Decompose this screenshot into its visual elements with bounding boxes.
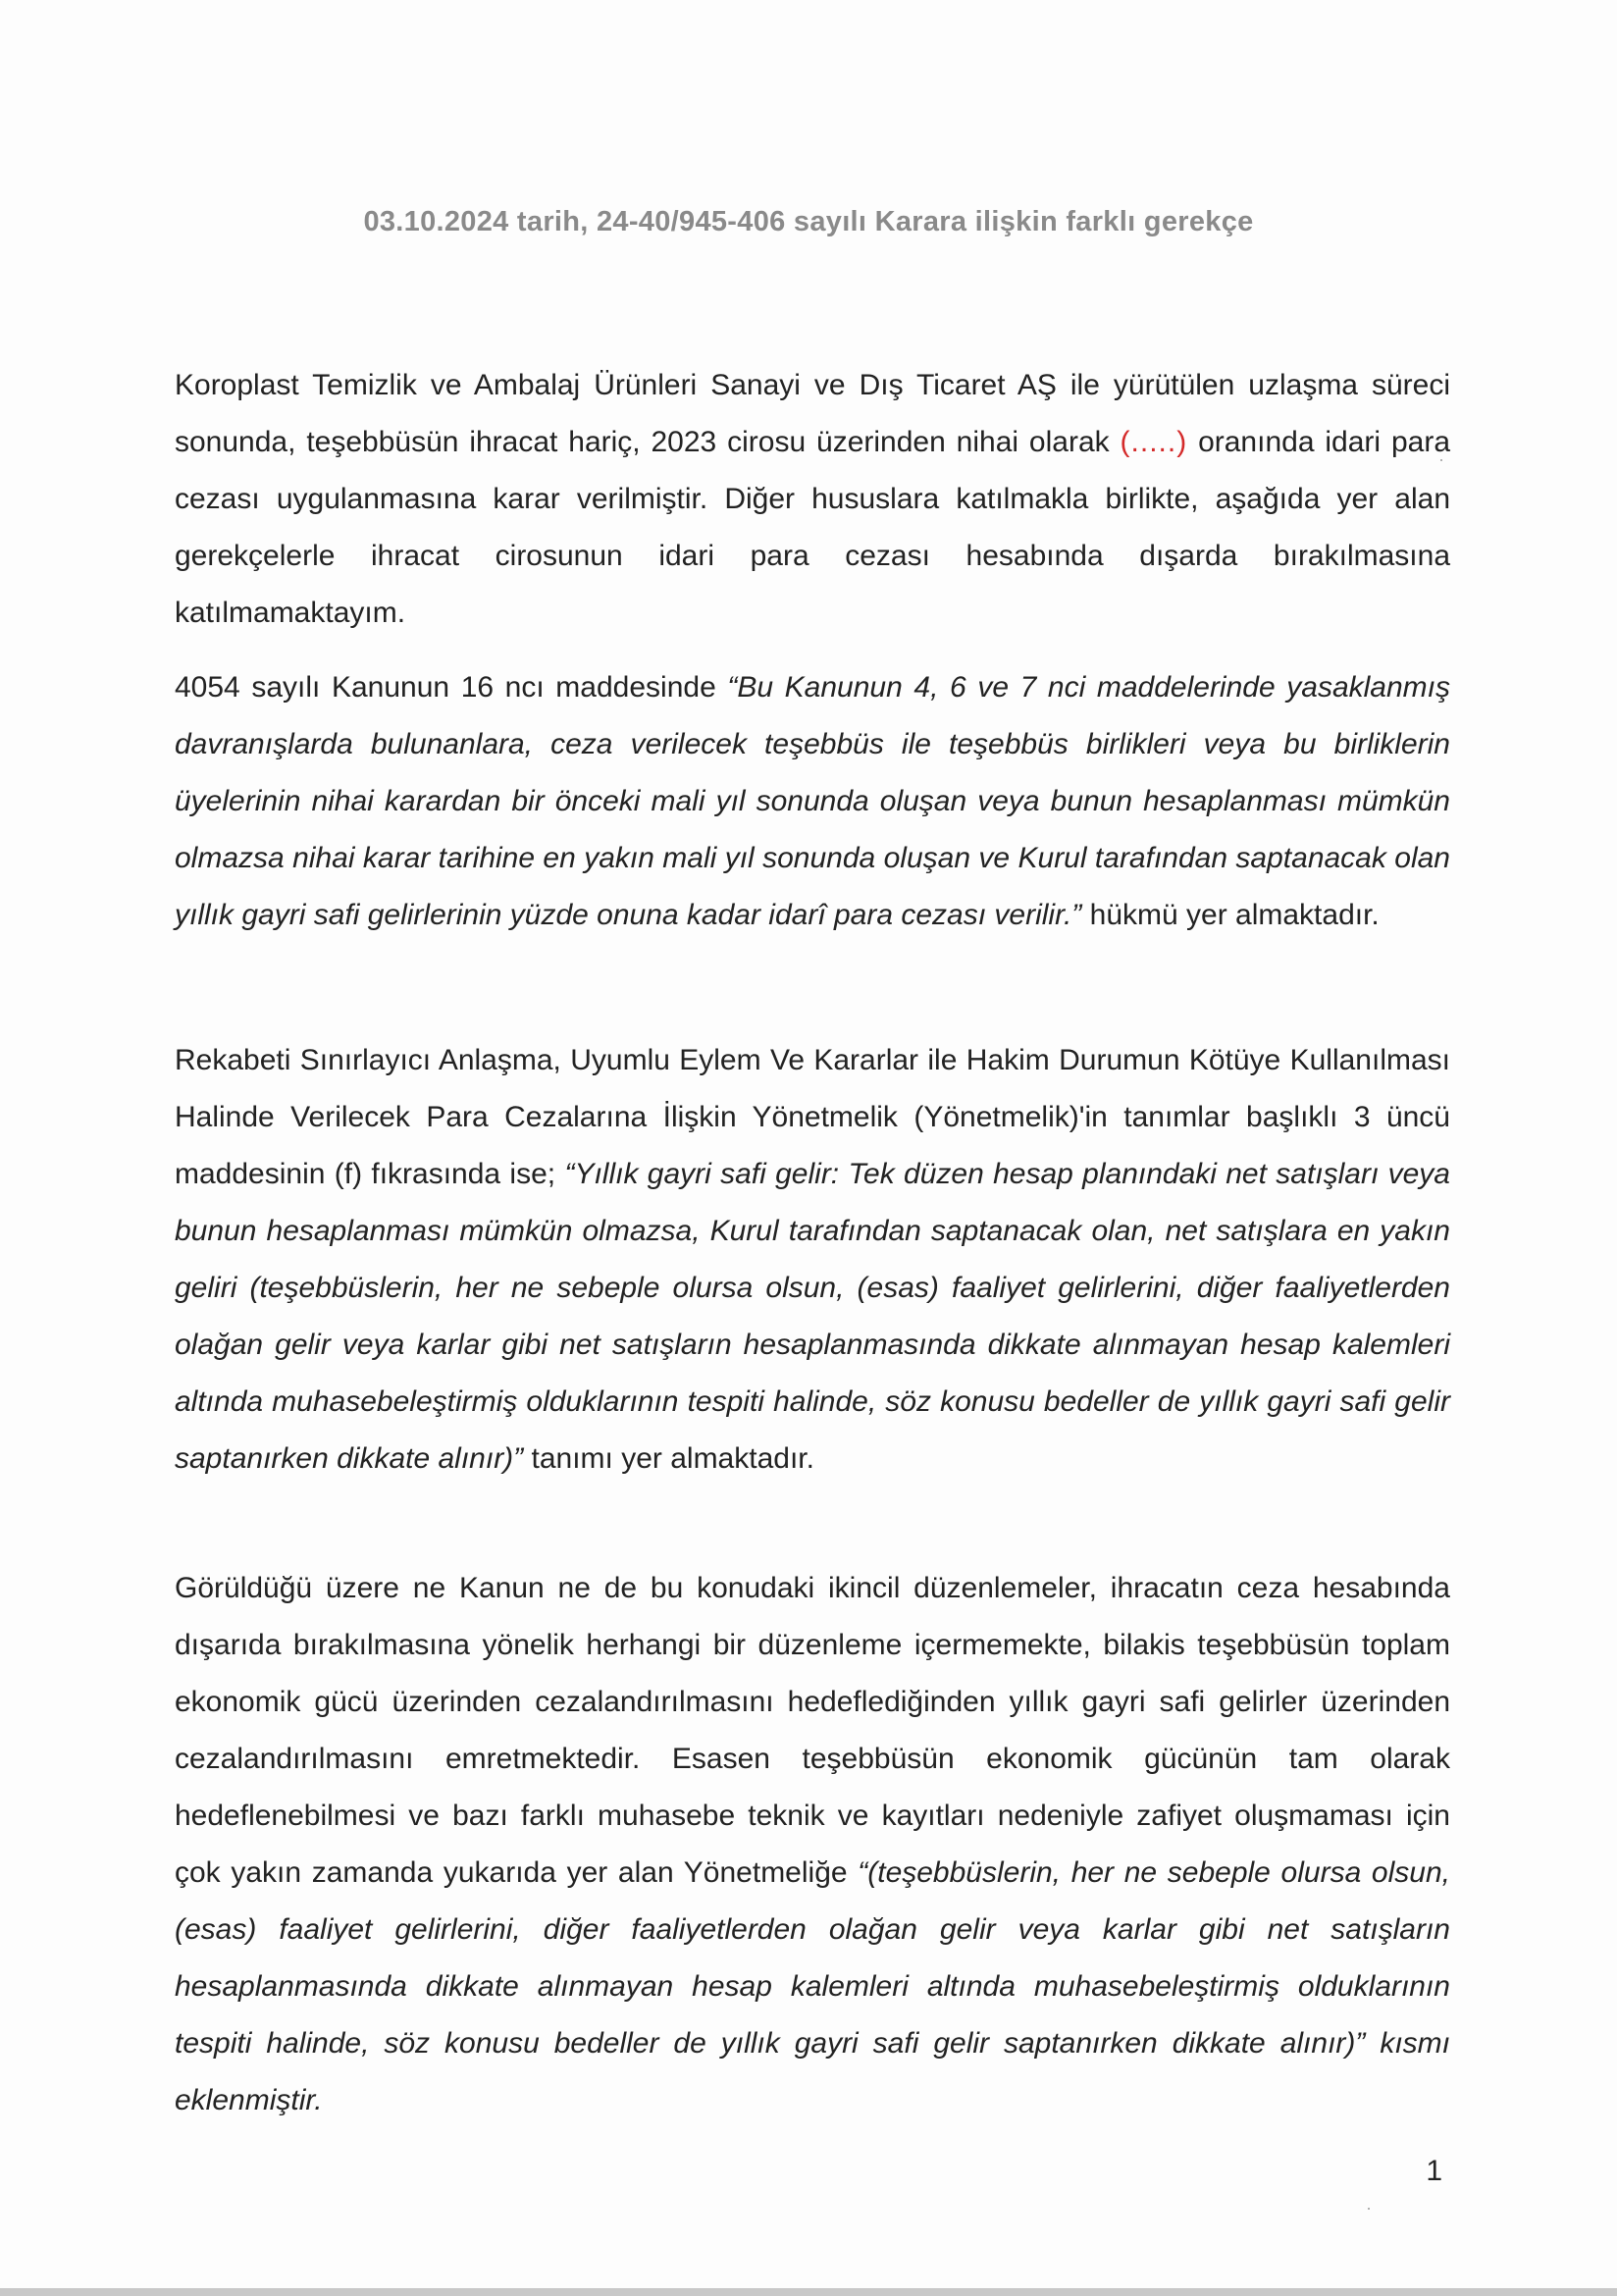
- paragraph-3-text-start: Rekabeti Sınırlayıcı Anlaşma, Uyumlu Eylem Ve Kararlar ile Hakim Durumun Kötüye Kullanılması Halinde Verilecek Para Cezalarına İlişkin Yönetmelik (Yönetmelik)'in tanımlar başlıklı 3 üncü maddesinin (f) fıkrasında ise;: [175, 1044, 1450, 1190]
- scan-bottom-edge: [0, 2288, 1617, 2296]
- paragraph-4: [175, 1560, 1450, 2129]
- redacted-rate: (.....): [1120, 426, 1188, 458]
- law-article-quote: “Bu Kanunun 4, 6 ve 7 nci maddelerinde yasaklanmış davranışlarda bulunanlara, ceza verilecek teşebbüs ile teşebbüs birlikleri veya bu birliklerin üyelerinin nihai karardan bir önceki mali yıl sonunda oluşan veya bunun hesaplanması mümkün olmazsa nihai karar tarihine en yakın mali yıl sonunda oluşan ve Kurul tarafından saptanacak olan yıllık gayri safi gelirlerinin yüzde onuna kadar idarî para cezası verilir.”: [175, 671, 1450, 931]
- paragraph-1-text-start: Koroplast Temizlik ve Ambalaj Ürünleri Sanayi ve Dış Ticaret AŞ ile yürütülen uzlaşma süreci sonunda, teşebbüsün ihracat hariç, 2023 cirosu üzerinden nihai olarak: [175, 369, 1450, 458]
- paragraph-2-text-end: hükmü yer almaktadır.: [1081, 899, 1380, 931]
- paragraph-3: [175, 1032, 1450, 1487]
- regulation-amendment-quote: “(teşebbüslerin, her ne sebeple olursa olsun, (esas) faaliyet gelirlerini, diğer faaliyetlerden olağan gelir veya karlar gibi net satışların hesaplanmasında dikkate alınmayan hesap kalemleri altında muhasebeleştirmiş olduklarının tespiti halinde, söz konusu bedeller de yıllık gayri safi gelir saptanırken dikkate alınır)” kısmı eklenmiştir.: [175, 1856, 1450, 2116]
- regulation-definition-quote: “Yıllık gayri safi gelir: Tek düzen hesap planındaki net satışları veya bunun hesaplanması mümkün olmazsa, Kurul tarafından saptanacak olan, net satışlara en yakın geliri (teşebbüslerin, her ne sebeple olursa olsun, (esas) faaliyet gelirlerini, diğer faaliyetlerden olağan gelir veya karlar gibi net satışların hesaplanmasında dikkate alınmayan hesap kalemleri altında muhasebeleştirmiş olduklarının tespiti halinde, söz konusu bedeller de yıllık gayri safi gelir saptanırken dikkate alınır)”: [175, 1158, 1450, 1475]
- page-number: 1: [1426, 2155, 1442, 2187]
- document-title: 03.10.2024 tarih, 24-40/945-406 sayılı Karara ilişkin farklı gerekçe: [363, 206, 1254, 237]
- paragraph-4-text-start: Görüldüğü üzere ne Kanun ne de bu konudaki ikincil düzenlemeler, ihracatın ceza hesabında dışarıda bırakılmasına yönelik herhangi bir düzenleme içermemekte, bilakis teşebbüsün toplam ekonomik gücü üzerinden cezalandırılmasını hedeflediğinden yıllık gayri safi gelirler üzerinden cezalandırılmasını emretmektedir. Esasen teşebbüsün ekonomik gücünün tam olarak hedeflenebilmesi ve bazı farklı muhasebe teknik ve kayıtları nedeniyle zafiyet oluşmaması için çok yakın zamanda yukarıda yer alan Yönetmeliğe: [175, 1572, 1450, 1889]
- paragraph-1-text-end: oranında idari para cezası uygulanmasına karar verilmiştir. Diğer hususlara katılmakla birlikte, aşağıda yer alan gerekçelerle ihracat cirosunun idari para cezası hesabında dışarda bırakılmasına katılmamaktayım.: [175, 426, 1450, 629]
- scan-artifact: [1368, 2208, 1370, 2210]
- paragraph-3-text-end: tanımı yer almaktadır.: [523, 1442, 814, 1475]
- scan-artifact: [1440, 459, 1442, 461]
- paragraph-1: [175, 357, 1450, 642]
- paragraph-2-text-start: 4054 sayılı Kanunun 16 ncı maddesinde: [175, 671, 728, 704]
- paragraph-2: [175, 659, 1450, 944]
